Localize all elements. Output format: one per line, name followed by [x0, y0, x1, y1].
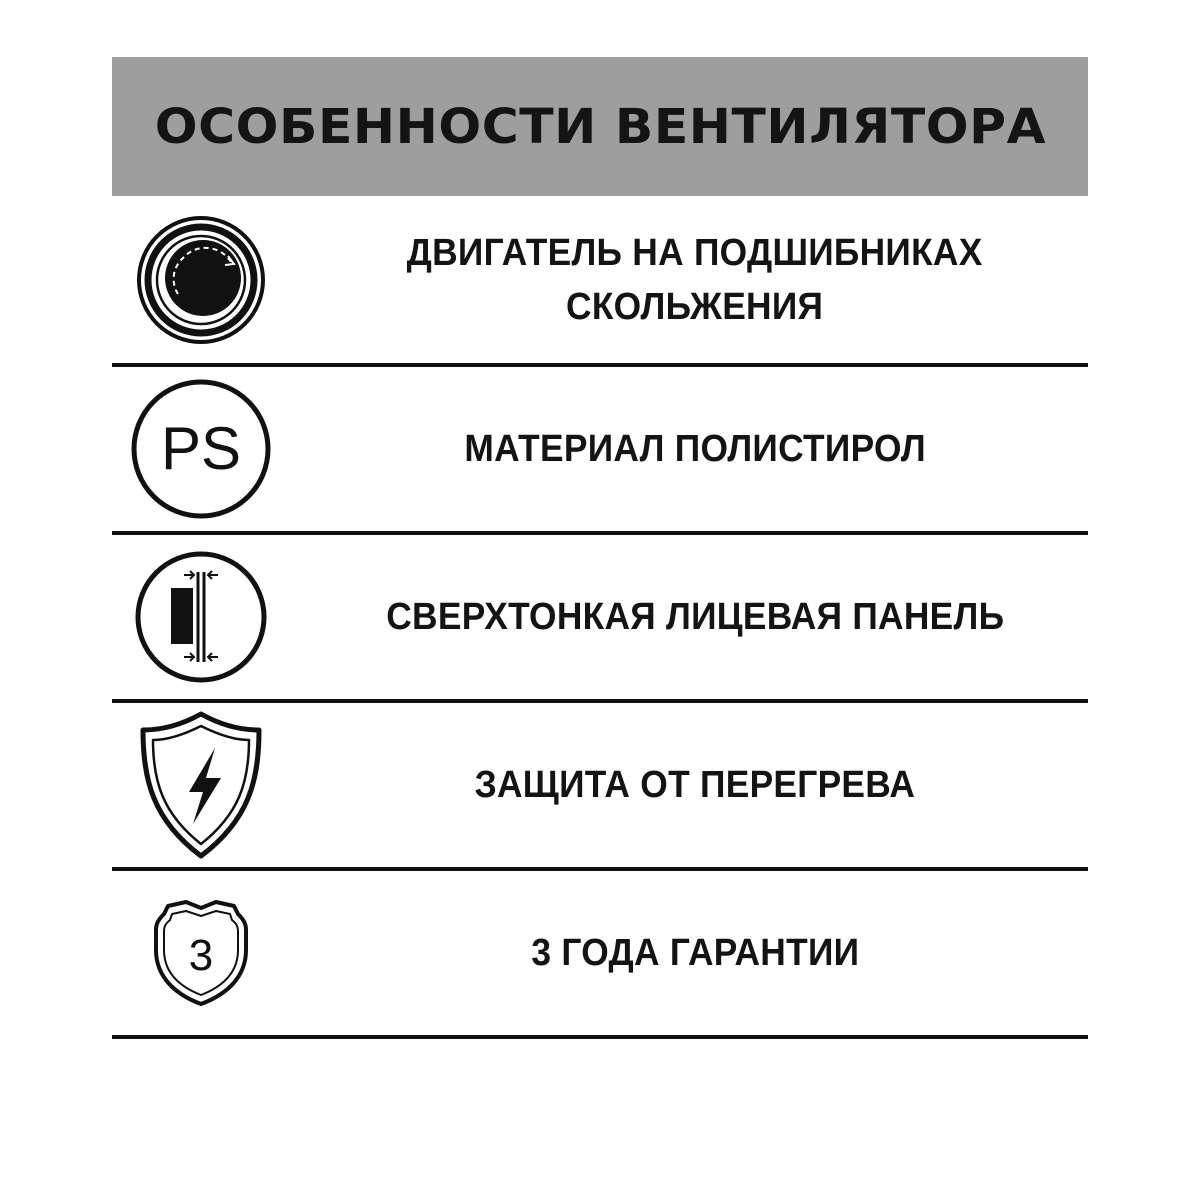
- warranty-years-text: 3: [188, 931, 214, 980]
- feature-row-warranty: [112, 871, 1088, 1039]
- thin-panel-icon: [130, 535, 272, 699]
- feature-label-warranty: [531, 926, 859, 980]
- feature-row-panel: [112, 535, 1088, 703]
- feature-label-material: [464, 422, 926, 476]
- header-bar: [112, 57, 1088, 196]
- feature-label-line: 3 ГОДА ГАРАНТИИ: [531, 932, 859, 974]
- ps-icon-text: PS: [160, 415, 242, 482]
- feature-row-motor: [112, 196, 1088, 367]
- feature-label-line: МАТЕРИАЛ ПОЛИСТИРОЛ: [464, 428, 926, 470]
- feature-label-motor: [407, 226, 983, 334]
- feature-label-line: СВЕРХТОНКАЯ ЛИЦЕВАЯ ПАНЕЛЬ: [385, 596, 1004, 638]
- page-title: ОСОБЕННОСТИ ВЕНТИЛЯТОРА: [154, 98, 1046, 155]
- features-sheet: [112, 57, 1088, 1039]
- feature-row-material: [112, 367, 1088, 535]
- feature-label-overheat: [475, 758, 916, 812]
- bearing-motor-icon: [130, 196, 272, 363]
- feature-label-line: ДВИГАТЕЛЬ НА ПОДШИБНИКАХ: [407, 231, 983, 274]
- warranty-shield-icon: [130, 871, 272, 1035]
- lightning-shield-icon: [130, 703, 272, 867]
- feature-label-line: ЗАЩИТА ОТ ПЕРЕГРЕВА: [474, 764, 916, 806]
- feature-label-line: СКОЛЬЖЕНИЯ: [566, 285, 824, 328]
- feature-label-panel: [386, 590, 1004, 644]
- feature-row-overheat: [112, 703, 1088, 871]
- ps-material-icon: [130, 367, 272, 531]
